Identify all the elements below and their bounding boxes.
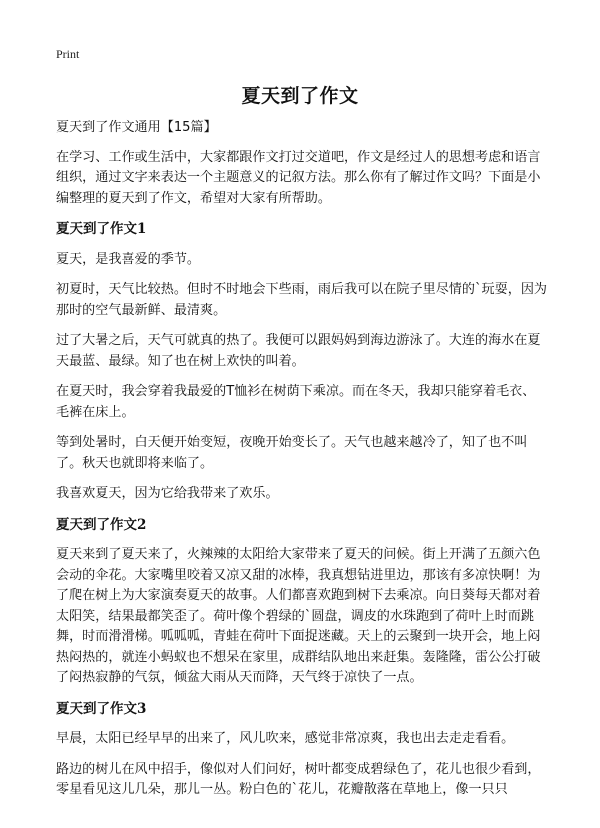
print-link[interactable]: Print xyxy=(56,47,80,61)
paragraph: 早晨，太阳已经早早的出来了，风儿吹来，感觉非常凉爽，我也出去走走看看。 xyxy=(56,731,515,746)
page-title: 夏天到了作文 xyxy=(241,85,359,107)
section-heading: 夏天到了作文2 xyxy=(56,516,147,533)
article-subtitle: 夏天到了作文通用【15篇】 xyxy=(56,120,217,135)
section-heading: 夏天到了作文1 xyxy=(56,221,147,237)
paragraph: 初夏时，天气比较热。但时不时地会下些雨，雨后我可以在院子里尽情的`玩耍，因为那时的空气最新鲜、最清爽。 xyxy=(56,282,548,318)
paragraph: 在夏天时，我会穿着我最爱的T恤衫在树荫下乘凉。而在冬天，我却只能穿着毛衣、毛裤在床上。 xyxy=(56,384,536,420)
paragraph: 过了大暑之后，天气可就真的热了。我便可以跟妈妈到海边游泳了。大连的海水在夏天最蓝、最绿。知了也在树上欢快的叫着。 xyxy=(56,333,541,369)
paragraph: 夏天，是我喜爱的季节。 xyxy=(56,251,201,267)
paragraph: 我喜欢夏天，因为它给我带来了欢乐。 xyxy=(56,486,279,501)
article-body xyxy=(56,118,548,811)
article-intro: 在学习、工作或生活中，大家都跟作文打过交道吧，作文是经过人的思想考虑和语言组织，通过文字来表达一个主题意义的记叙方法。那么你有了解过作文吗？下面是小编整理的夏天到了作文，希望对大家有所帮助。 xyxy=(56,149,541,206)
section-heading: 夏天到了作文3 xyxy=(56,700,147,717)
paragraph: 路边的树儿在风中招手，像似对人们问好，树叶都变成碧绿色了，花儿也很少看到，零星看见这儿几朵，那儿一丛。粉白色的`花儿，花瓣散落在草地上，像一只只 xyxy=(56,761,541,797)
paragraph: 夏天来到了夏天来了，火辣辣的太阳给大家带来了夏天的问候。街上开满了五颜六色会动的伞花。大家嘴里咬着又凉又甜的冰棒，我真想钻进里边，那该有多凉快啊！为了爬在树上为大家演奏夏天的故事。人们都喜欢跑到树下去乘凉。向日葵每天都对着太阳笑，结果最都笑歪了。荷叶像个碧绿的`圆盘，调皮的水珠跑到了荷叶上时而跳舞，时而滑滑梯。呱呱呱，青蛙在荷叶下面捉迷藏。天上的云聚到一块开会，地上闷热闷热的，就连小蚂蚁也不想呆在家里，成群结队地出来赶集。轰隆隆，雷公公打破了闷热寂静的气氛，倾盆大雨从天而降，天气终于凉快了一点。 xyxy=(56,547,541,685)
paragraph: 等到处暑时，白天便开始变短，夜晚开始变长了。天气也越来越冷了，知了也不叫了。秋天也就即将来临了。 xyxy=(56,435,528,471)
